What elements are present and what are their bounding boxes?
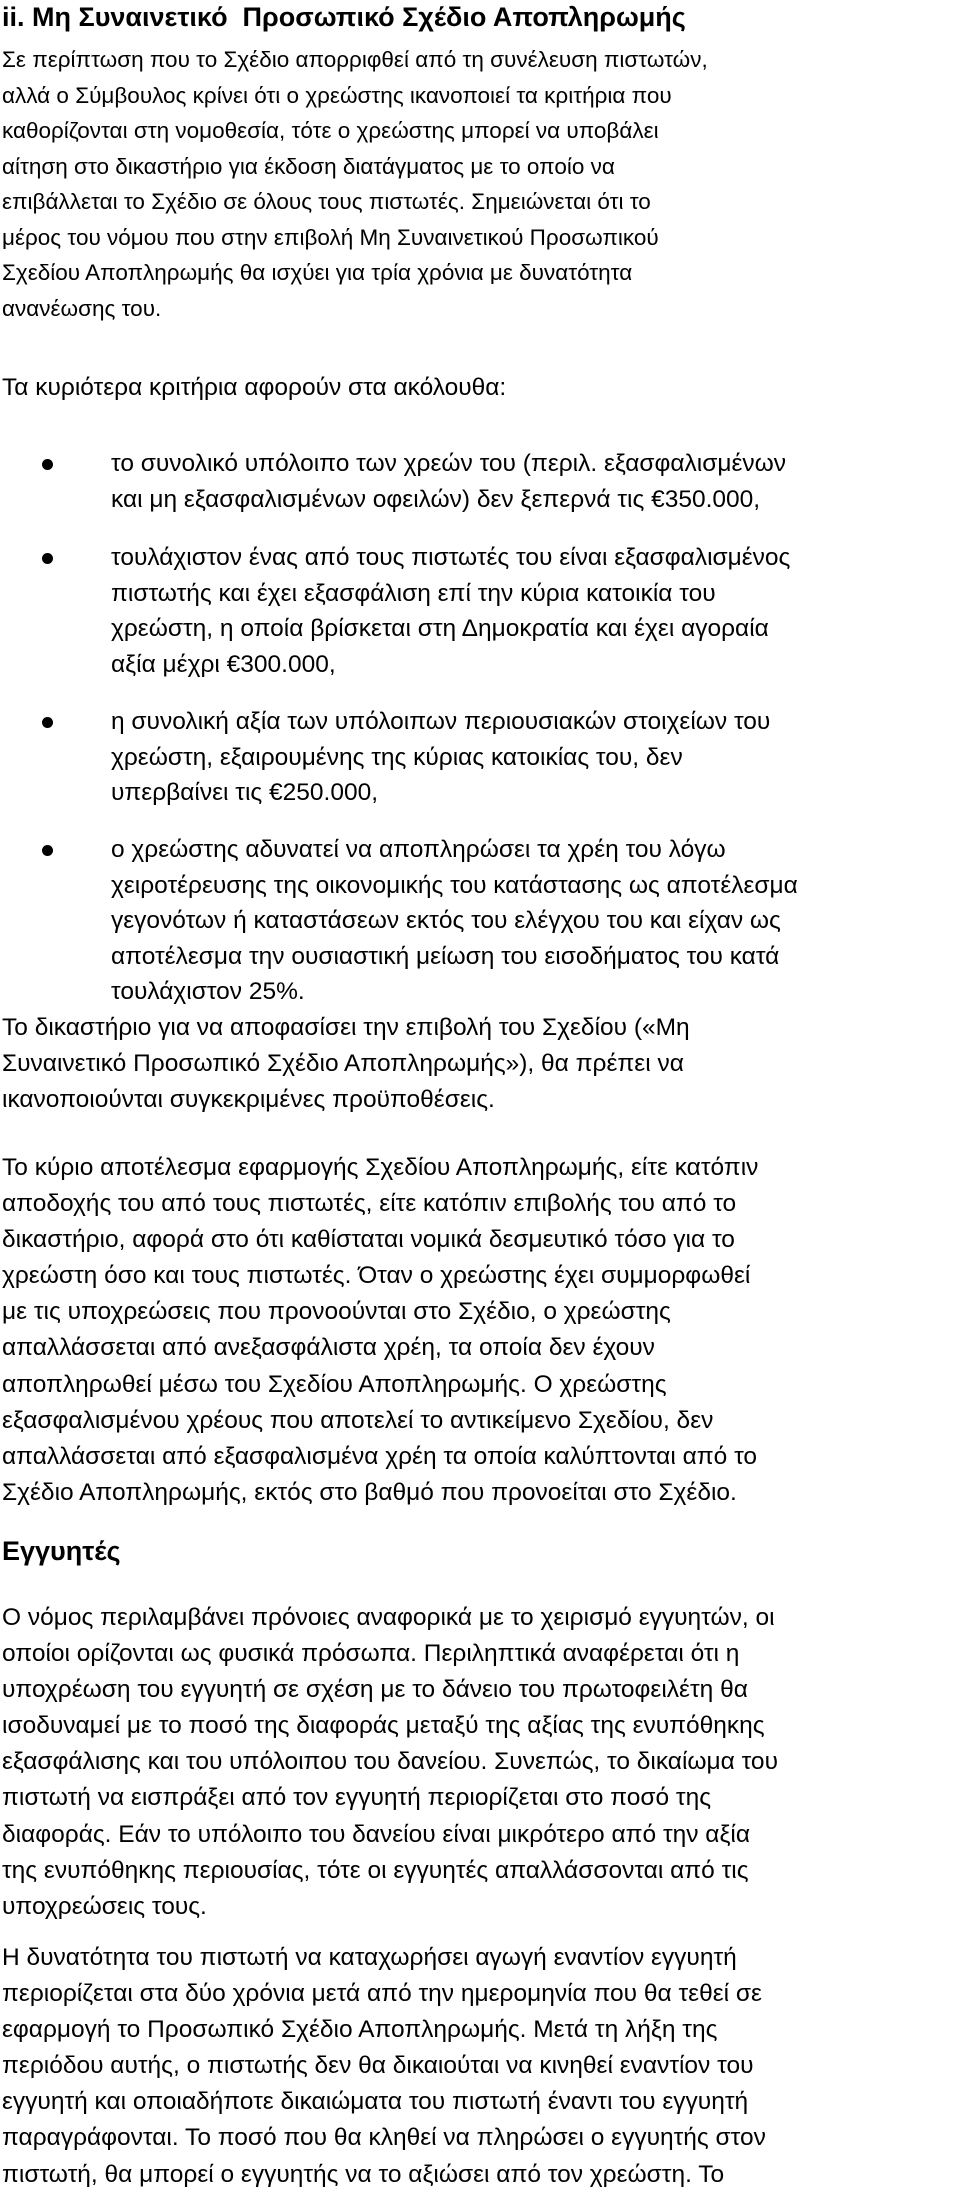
list-item-text: το συνολικό υπόλοιπο των χρεών του (περιλ. εξασφαλισμένων και μη εξασφαλισμένων οφειλών) δεν ξεπερνά τις €350.000, [111,450,787,513]
bullet-icon [42,717,53,728]
result-paragraph: Το κύριο αποτέλεσμα εφαρμογής Σχεδίου Αποπληρωμής, είτε κατόπιν αποδοχής του από τους πιστωτές, είτε κατόπιν επιβολής του από το δικαστήριο, αφορά στο ότι καθίσταται νομικά δεσμευτικό τόσο για το χρεώστη όσο και τους πιστωτές. Όταν ο χρεώστης έχει συμμορφωθεί με τις υποχρεώσεις που προνοούνται στο Σχέδιο, ο χρεώστης απαλλάσσεται από ανεξασφάλιστα χρέη, τα οποία δεν έχουν αποπληρωθεί μέσω του Σχεδίου Αποπληρωμής. Ο χρεώστης εξασφαλισμένου χρέους που αποτελεί το αντικείμενο Σχεδίου, δεν απαλλάσσεται από εξασφαλισμένα χρέη τα οποία καλύπτονται από το Σχέδιο Αποπληρωμής, εκτός στο βαθμό που προνοείται στο Σχέδιο. [2,1154,759,1506]
court-paragraph: Το δικαστήριο για να αποφασίσει την επιβολή του Σχεδίου («Μη Συναινετικό Προσωπικό Σχέδιο Αποπληρωμής»), θα πρέπει να ικανοποιούνται συγκεκριμένες προϋποθέσεις. [2,1014,690,1114]
intro-paragraph: Σε περίπτωση που το Σχέδιο απορριφθεί από τη συνέλευση πιστωτών, αλλά ο Σύμβουλος κρίνει ότι ο χρεώστης ικανοποιεί τα κριτήρια που καθορίζονται στη νομοθεσία, τότε ο χρεώστης μπορεί να υποβάλει αίτηση στο δικαστήριο για έκδοση διατάγματος με το οποίο να επιβάλλεται το Σχέδιο σε όλους τους πιστωτές. Σημειώνεται ότι το μέρος του νόμου που στην επιβολή Μη Συναινετικού Προσωπικού Σχεδίου Αποπληρωμής θα ισχύει για τρία χρόνια με δυνατότητα ανανέωσης του. [2,47,708,321]
section-heading: ii. Μη Συναινετικό Προσωπικό Σχέδιο Αποπληρωμής [2,2,686,32]
list-item-text: η συνολική αξία των υπόλοιπων περιουσιακών στοιχείων του χρεώστη, εξαιρουμένης της κύριας κατοικίας του, δεν υπερβαίνει τις €250.000, [111,708,771,807]
guarantors-paragraph: Ο νόμος περιλαμβάνει πρόνοιες αναφορικά με το χειρισμό εγγυητών, οι οποίοι ορίζονται ως φυσικά πρόσωπα. Περιληπτικά αναφέρεται ότι η υποχρέωση του εγγυητή σε σχέση με το δάνειο του πρωτοφειλέτη θα ισοδυναμεί με το ποσό της διαφοράς μεταξύ της αξίας της ενυπόθηκης εξασφάλισης και του υπόλοιπου του δανείου. Συνεπώς, το δικαίωμα του πιστωτή να εισπράξει από τον εγγυητή περιορίζεται στο ποσό της διαφοράς. Εάν το υπόλοιπο του δανείου είναι μικρότερο από την αξία της ενυπόθηκης περιουσίας, τότε οι εγγυητές απαλλάσσονται από τις υποχρεώσεις τους. [2,1604,778,1920]
list-item-text: τουλάχιστον ένας από τους πιστωτές του είναι εξασφαλισμένος πιστωτής και έχει εξασφάλιση επί την κύρια κατοικία του χρεώστη, η οποία βρίσκεται στη Δημοκρατία και έχει αγοραία αξία μέχρι €300.000, [111,544,791,678]
action-paragraph: Η δυνατότητα του πιστωτή να καταχωρήσει αγωγή εναντίον εγγυητή περιορίζεται στα δύο χρόνια μετά από την ημερομηνία που θα τεθεί σε εφαρμογή το Προσωπικό Σχέδιο Αποπληρωμής. Μετά τη λήξη της περιόδου αυτής, ο πιστωτής δεν θα δικαιούται να κινηθεί εναντίον του εγγυητή και οποιαδήποτε δικαιώματα του πιστωτή έναντι του εγγυητή παραγράφονται. Το ποσό που θα κληθεί να πληρώσει ο εγγυητής στον πιστωτή, θα μπορεί ο εγγυητής να το αξιώσει από τον χρεώστη. Το [2,1944,766,2188]
list-item-text: ο χρεώστης αδυνατεί να αποπληρώσει τα χρέη του λόγω χειροτέρευσης της οικονομικής του κατάστασης ως αποτέλεσμα γεγονότων ή καταστάσεων εκτός του ελέγχου του και είχαν ως αποτέλεσμα την ουσιαστική μείωση του εισοδήματος του κατά τουλάχιστον 25%. [111,836,798,1006]
guarantors-heading: Εγγυητές [2,1536,121,1566]
bullet-icon [42,459,53,470]
criteria-intro: Τα κυριότερα κριτήρια αφορούν στα ακόλουθα: [2,374,507,401]
bullet-icon [42,553,53,564]
bullet-icon [42,845,53,856]
